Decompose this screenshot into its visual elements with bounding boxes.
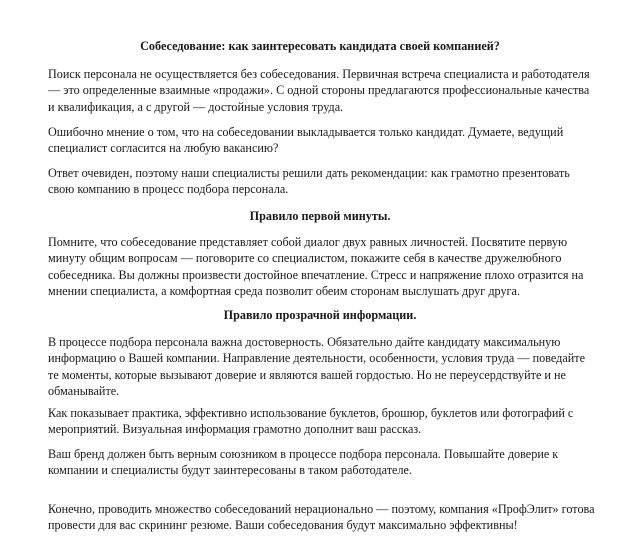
section-transparent-info-paragraph-2: Как показывает практика, эффективно использование буклетов, брошюр, буклетов или фотографий с мероприятий. Визуальная информация грамотно дополнит ваш рассказ. [48, 406, 574, 437]
conclusion-paragraph: Конечно, проводить множество собеседований нерационально — поэтому, компания «ПрофЭлит» готова провести для вас скрининг резюме. Ваши собеседования будут максимально эффективны! [48, 502, 595, 533]
intro-paragraph-3: Ответ очевиден, поэтому наши специалисты решили дать рекомендации: как грамотно презентовать свою компанию в процесс подбора персонала. [48, 166, 570, 197]
section-first-minute-text: Помните, что собеседование представляет собой диалог двух равных личностей. Посвятите первую минуту общим вопросам — поговорите со специалистом, покажите себя в качестве дружелюбного собеседника. Вы должны произвести достойное впечатление. Стресс и напряжение плохо отразится на мнении специалиста, а комфортная среда позволит обеим сторонам выслушать друг друга. [48, 235, 584, 298]
section-heading-transparent-info: Правило прозрачной информации. [223, 308, 417, 322]
intro-paragraph-1: Поиск персонала не осуществляется без собеседования. Первичная встреча специалиста и работодателя — это определенные взаимные «продажи». С одной стороны предлагаются профессиональные качества и квалификация, а с другой — достойные условия труда. [48, 67, 590, 114]
section-transparent-info-paragraph-1: В процессе подбора персонала важна достоверность. Обязательно дайте кандидату максимальную информацию о Вашей компании. Направление деятельности, особенности, условия труда — поведайте те моменты, которые вызывают доверие и являются вашей гордостью. Но не переусердствуйте и не обманывайте. [48, 335, 586, 398]
intro-paragraph-2: Ошибочно мнение о том, что на собеседовании выкладывается только кандидат. Думаете, ведущий специалист согласится на любую вакансию? [48, 125, 564, 156]
article-title: Собеседование: как заинтересовать кандидата своей компанией? [140, 39, 500, 53]
section-transparent-info-paragraph-3: Ваш бренд должен быть верным союзником в процессе подбора персонала. Повышайте доверие к компании и специалисты будут заинтересованы в таком работодателе. [48, 447, 559, 478]
section-heading-first-minute: Правило первой минуты. [249, 209, 391, 223]
